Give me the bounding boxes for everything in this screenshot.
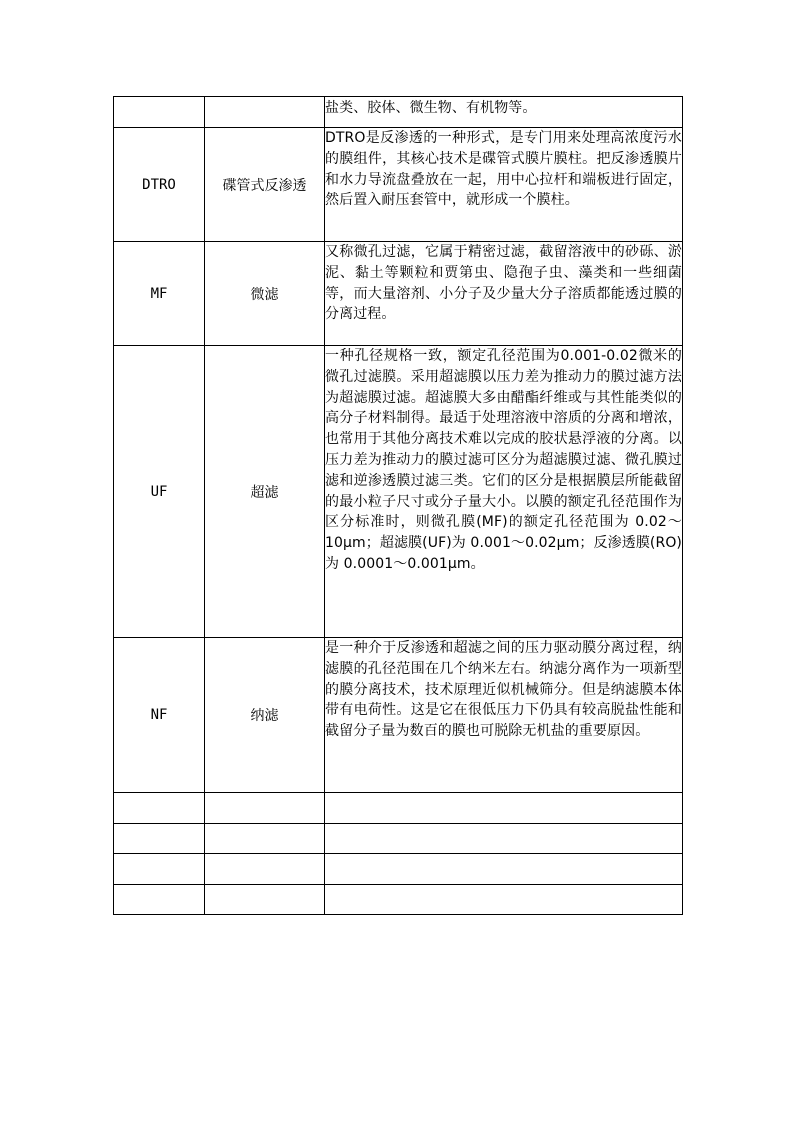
desc-cell: 一种孔径规格一致，额定孔径范围为0.001-0.02微米的微孔过滤膜。采用超滤膜以压力差为推动力的膜过滤方法为超滤膜过滤。超滤膜大多由醋酯纤维或与其性能类似的高分子材料制得。最适于处理溶液中溶质的分离和增浓，也常用于其他分离技术难以完成的胶状悬浮液的分离。以压力差为推动力的膜过滤可区分为超滤膜过滤、微孔膜过滤和逆渗透膜过滤三类。它们的区分是根据膜层所能截留的最小粒子尺寸或分子量大小。以膜的额定孔径范围作为区分标准时，则微孔膜(MF)的额定孔径范围为 0.02～10μm；超滤膜(UF)为 0.001～0.02μm；反渗透膜(RO)为 0.0001～0.001μm。: [325, 346, 683, 638]
empty-cell: [205, 823, 325, 854]
name-cell: 纳滤: [205, 638, 325, 793]
name-cell: [205, 97, 325, 128]
empty-cell: [114, 854, 205, 885]
table-row: [114, 346, 683, 638]
name-cell: 超滤: [205, 346, 325, 638]
empty-cell: [114, 884, 205, 915]
empty-cell: [325, 884, 683, 915]
empty-cell: [205, 854, 325, 885]
abbr-cell: NF: [114, 638, 205, 793]
table-row: [114, 128, 683, 242]
abbr-cell: MF: [114, 242, 205, 346]
empty-cell: [325, 793, 683, 824]
abbr-cell: DTRO: [114, 128, 205, 242]
glossary-table: [113, 96, 683, 915]
table-body: [114, 97, 683, 915]
empty-cell: [205, 884, 325, 915]
desc-cell: 盐类、胶体、微生物、有机物等。: [325, 97, 683, 128]
abbr-cell: UF: [114, 346, 205, 638]
empty-table-row: [114, 793, 683, 824]
desc-cell: 是一种介于反渗透和超滤之间的压力驱动膜分离过程，纳滤膜的孔径范围在几个纳米左右。纳滤分离作为一项新型的膜分离技术，技术原理近似机械筛分。但是纳滤膜本体带有电荷性。这是它在很低压力下仍具有较高脱盐性能和截留分子量为数百的膜也可脱除无机盐的重要原因。: [325, 638, 683, 793]
empty-cell: [325, 823, 683, 854]
empty-cell: [205, 793, 325, 824]
table-row: [114, 242, 683, 346]
table-row: [114, 638, 683, 793]
name-cell: 微滤: [205, 242, 325, 346]
abbr-cell: [114, 97, 205, 128]
empty-table-row: [114, 823, 683, 854]
empty-table-row: [114, 884, 683, 915]
empty-cell: [114, 823, 205, 854]
table-row: [114, 97, 683, 128]
empty-cell: [114, 793, 205, 824]
name-cell: 碟管式反渗透: [205, 128, 325, 242]
empty-table-row: [114, 854, 683, 885]
desc-cell: 又称微孔过滤，它属于精密过滤，截留溶液中的砂砾、淤泥、黏土等颗粒和贾第虫、隐孢子虫、藻类和一些细菌等，而大量溶剂、小分子及少量大分子溶质都能透过膜的分离过程。: [325, 242, 683, 346]
desc-cell: DTRO是反渗透的一种形式，是专门用来处理高浓度污水的膜组件，其核心技术是碟管式膜片膜柱。把反渗透膜片和水力导流盘叠放在一起，用中心拉杆和端板进行固定，然后置入耐压套管中，就形成一个膜柱。: [325, 128, 683, 242]
empty-cell: [325, 854, 683, 885]
